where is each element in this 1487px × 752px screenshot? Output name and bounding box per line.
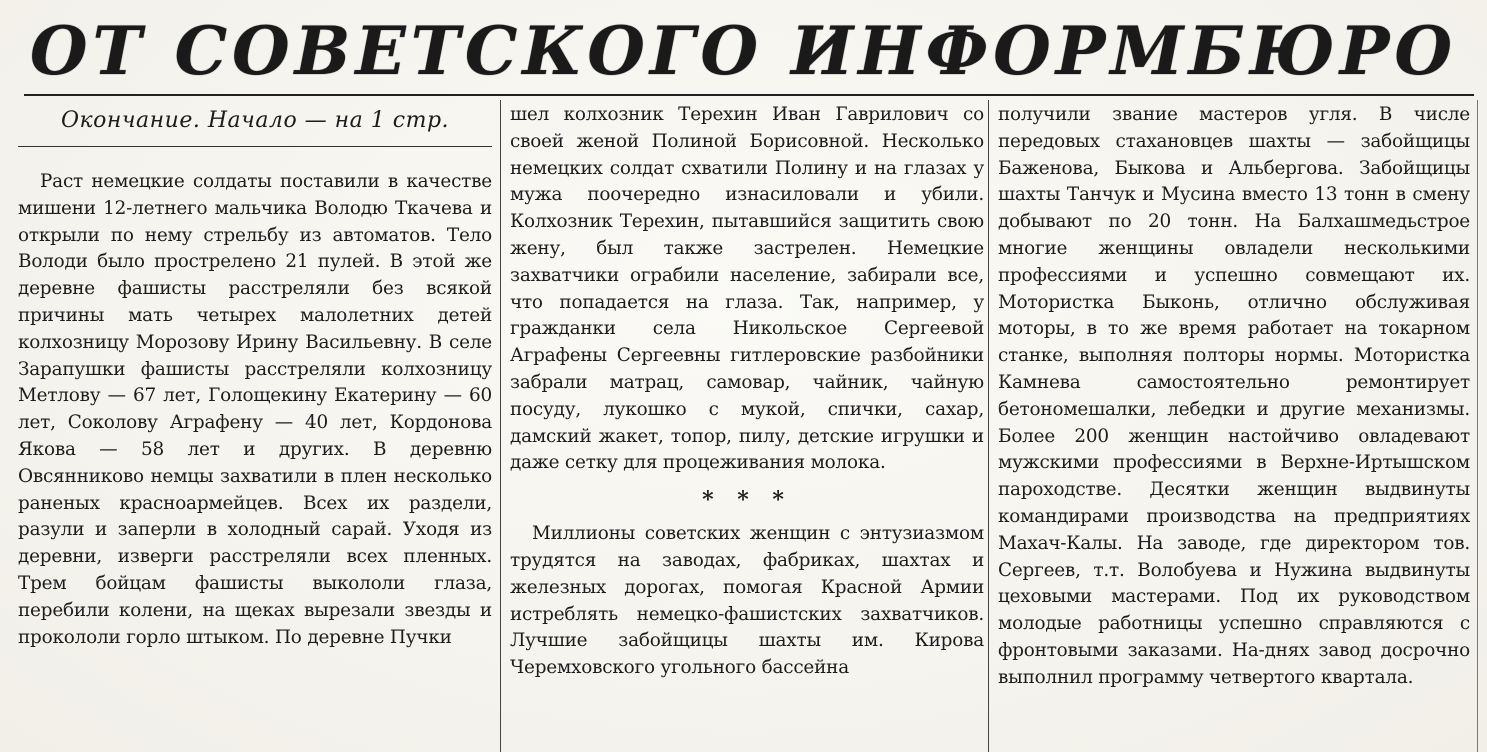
column-2-text-2: Миллионы советских женщин с энтузиазмом трудятся на заводах, фабриках, шахтах и железных дорогах, помогая Красной Армии истреблять немецко-фашистских захватчиков. Лучшие забойщицы шахты им. Кирова Черемховского угольного бассейна bbox=[510, 523, 984, 679]
headline: ОТ СОВЕТСКОГО ИНФОРМБЮРО bbox=[30, 12, 1457, 90]
continuation-note: Окончание. Начало — на 1 стр. bbox=[60, 108, 450, 133]
section-separator: * * * bbox=[702, 487, 792, 514]
column-divider bbox=[1477, 100, 1478, 752]
continuation-rule bbox=[18, 146, 492, 147]
article-column-3 bbox=[998, 102, 1470, 752]
column-2-text-1: шел колхозник Терехин Иван Гаврилович со своей женой Полиной Борисовной. Несколько немецких солдат схватили Полину и на глазах у мужа поочередно изнасиловали и убили. Колхозник Терехин, пытавшийся защитить свою жену, был также застрелен. Немецкие захватчики ограбили население, забирали все, что попадается на глаза. Так, например, у гражданки села Никольское Сергеевой Аграфены Сергеевны гитлеровские разбойники забрали матрац, самовар, чайник, чайную посуду, лукошко с мукой, спички, сахар, дамский жакет, топор, пилу, детские игрушки и даже сетку для процеживания молока. bbox=[510, 104, 984, 474]
column-3-text: получили звание мастеров угля. В числе передовых стахановцев шахты — забойщицы Баженова, Быкова и Альбергова. Забойщицы шахты Танчук и Мусина вместо 13 тонн в смену добывают по 20 тонн. На Балхашмедьстрое многие женщины овладели несколькими профессиями и успешно совмещают их. Мотористка Быконь, отлично обслуживая моторы, в то же время работает на токарном станке, выполняя полторы нормы. Мотористка Камнева самостоятельно ремонтирует бетономешалки, лебедки и другие механизмы. Более 200 женщин настойчиво овладевают мужскими профессиями в Верхне-Иртышском пароходстве. Десятки женщин выдвинуты командирами производства на предприятиях Махач-Калы. На заводе, где директором тов. Сергеев, т.т. Волобуева и Нужина выдвинуты цеховыми мастерами. Под их руководством молодые работницы успешно справляются с фронтовыми заказами. На-днях завод досрочно выполнил программу четвертого квартала. bbox=[998, 104, 1470, 688]
column-divider bbox=[500, 100, 501, 752]
column-divider bbox=[988, 100, 989, 752]
article-column-1 bbox=[18, 100, 492, 752]
article-column-2 bbox=[510, 102, 984, 752]
headline-rule bbox=[24, 94, 1474, 96]
column-1-text: Раст немецкие солдаты поставили в качестве мишени 12-летнего мальчика Володю Ткачева и открыли по нему стрельбу из автоматов. Тело Володи было прострелено 21 пулей. В этой же деревне фашисты расстреляли без всякой причины мать четырех малолетних детей колхозницу Морозову Ирину Васильевну. В селе Зарапушки фашисты расстреляли колхозницу Метлову — 67 лет, Голощекину Екатерину — 60 лет, Соколову Аграфену — 40 лет, Кордонова Якова — 58 лет и других. В деревню Овсянниково немцы захватили в плен несколько раненых красноармейцев. Всех их раздели, разули и заперли в холодный сарай. Уходя из деревни, изверги расстреляли всех пленных. Трем бойцам фашисты выкололи глаза, перебили колени, на щеках вырезали звезды и прокололи горло штыком. По деревне Пучки bbox=[18, 171, 492, 648]
